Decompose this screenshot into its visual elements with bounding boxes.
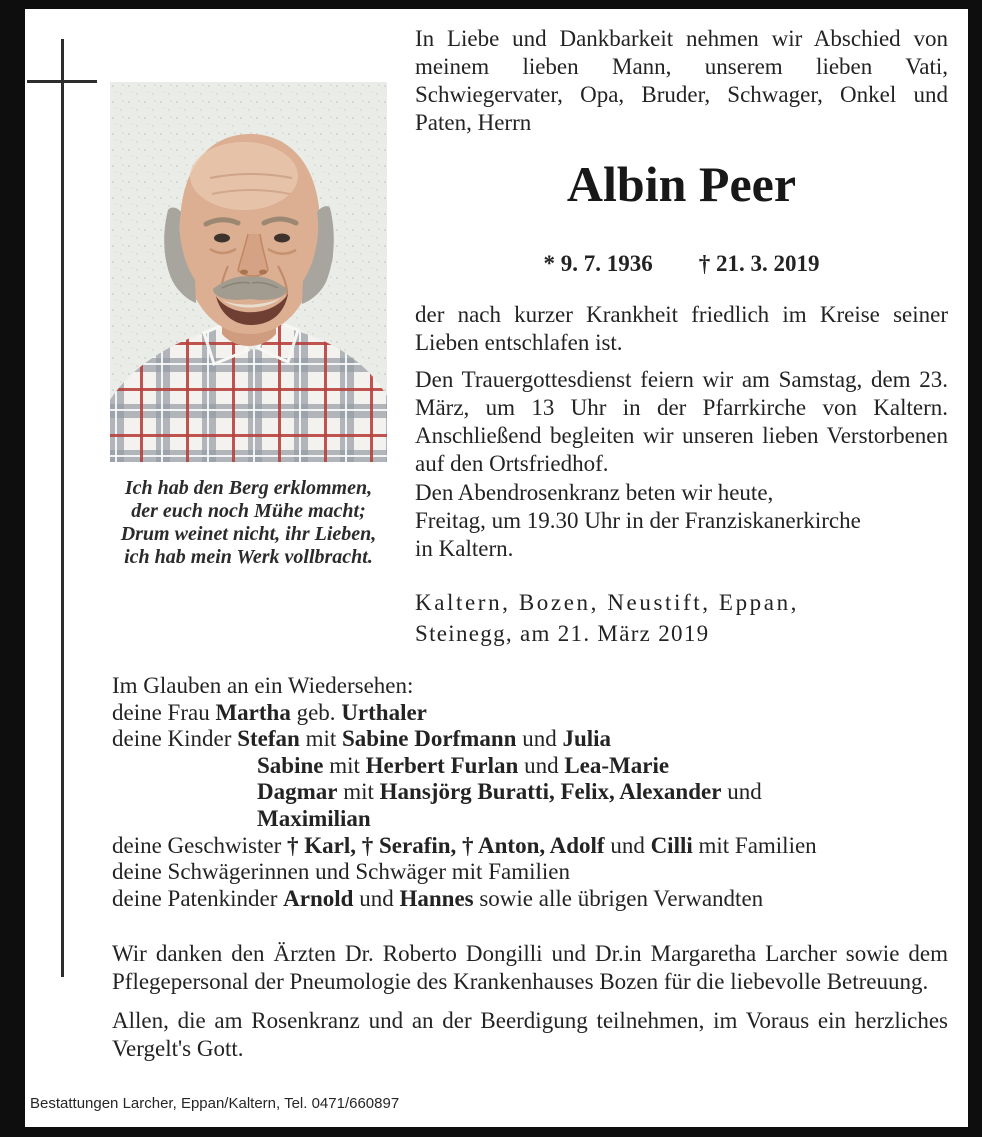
- thanks-attendance: Allen, die am Rosenkranz und an der Beerdigung teilnehmen, im Voraus ein herzliches Vergelt's Gott.: [112, 1008, 948, 1062]
- portrait-photo: [110, 82, 387, 462]
- nostril-right: [259, 270, 267, 275]
- family-line: Sabine mit Herbert Furlan und Lea-Marie: [257, 752, 670, 778]
- family-line: deine Frau Martha geb. Urthaler: [112, 699, 427, 725]
- memorial-verse: [97, 477, 400, 569]
- obituary-card: [25, 9, 968, 1127]
- portrait-illustration: [110, 82, 387, 462]
- rosary-announcement: [415, 479, 948, 563]
- family-section: [112, 673, 948, 1063]
- family-line: Dagmar mit Hansjörg Buratti, Felix, Alexander und: [257, 779, 762, 805]
- verse-line: Drum weinet nicht, ihr Lieben,: [120, 523, 377, 545]
- memorial-cross-horizontal-bar: [27, 80, 97, 83]
- eye-left: [214, 234, 230, 243]
- death-date: † 21. 3. 2019: [698, 251, 820, 276]
- places-line: Steinegg, am 21. März 2019: [415, 621, 710, 646]
- funeral-announcement: Den Trauergottesdienst feiern wir am Samstag, dem 23. März, um 13 Uhr in der Pfarrkirche von Kaltern. Anschließend begleiten wir unseren lieben Verstorbenen auf den Ortsfriedhof.: [415, 367, 948, 476]
- rosary-line: Den Abendrosenkranz beten wir heute,: [415, 480, 774, 505]
- life-dates: [415, 250, 948, 278]
- family-line: deine Kinder Stefan mit Sabine Dorfmann und Julia: [112, 726, 612, 752]
- rosary-line: Freitag, um 19.30 Uhr in der Franziskanerkirche: [415, 508, 861, 533]
- places-line: Kaltern, Bozen, Neustift, Eppan,: [415, 590, 800, 615]
- intro-text: In Liebe und Dankbarkeit nehmen wir Abschied von meinem lieben Mann, unserem lieben Vati, Schwiegervater, Opa, Bruder, Schwager, Onkel und Paten, Herrn: [415, 26, 948, 135]
- verse-line: der euch noch Mühe macht;: [131, 500, 366, 522]
- deceased-name: Albin Peer: [566, 156, 797, 212]
- verse-line: ich hab mein Werk vollbracht.: [124, 546, 373, 568]
- family-line: deine Schwägerinnen und Schwäger mit Familien: [112, 859, 570, 885]
- death-note: der nach kurzer Krankheit friedlich im Kreise seiner Lieben entschlafen ist.: [415, 302, 948, 355]
- verse-line: Ich hab den Berg erklommen,: [124, 477, 373, 499]
- birth-date: * 9. 7. 1936: [543, 251, 653, 276]
- eye-right: [274, 234, 290, 243]
- thanks-doctors: Wir danken den Ärzten Dr. Roberto Dongilli und Dr.in Margaretha Larcher sowie dem Pflegepersonal der Pneumologie des Krankenhauses Bozen für die liebevolle Betreuung.: [112, 941, 948, 995]
- family-line: deine Patenkinder Arnold und Hannes sowie alle übrigen Verwandten: [112, 885, 764, 911]
- family-line: Maximilian: [257, 805, 371, 831]
- family-line: deine Geschwister † Karl, † Serafin, † Anton, Adolf und Cilli mit Familien: [112, 832, 817, 858]
- nostril-left: [240, 270, 248, 275]
- rosary-line: in Kaltern.: [415, 536, 514, 561]
- places-and-date: [415, 587, 948, 649]
- funeral-home-footer: Bestattungen Larcher, Eppan/Kaltern, Tel. 0471/660897: [30, 1095, 400, 1112]
- family-heading: Im Glauben an ein Wiedersehen:: [112, 673, 414, 698]
- memorial-cross-vertical-bar: [61, 39, 64, 977]
